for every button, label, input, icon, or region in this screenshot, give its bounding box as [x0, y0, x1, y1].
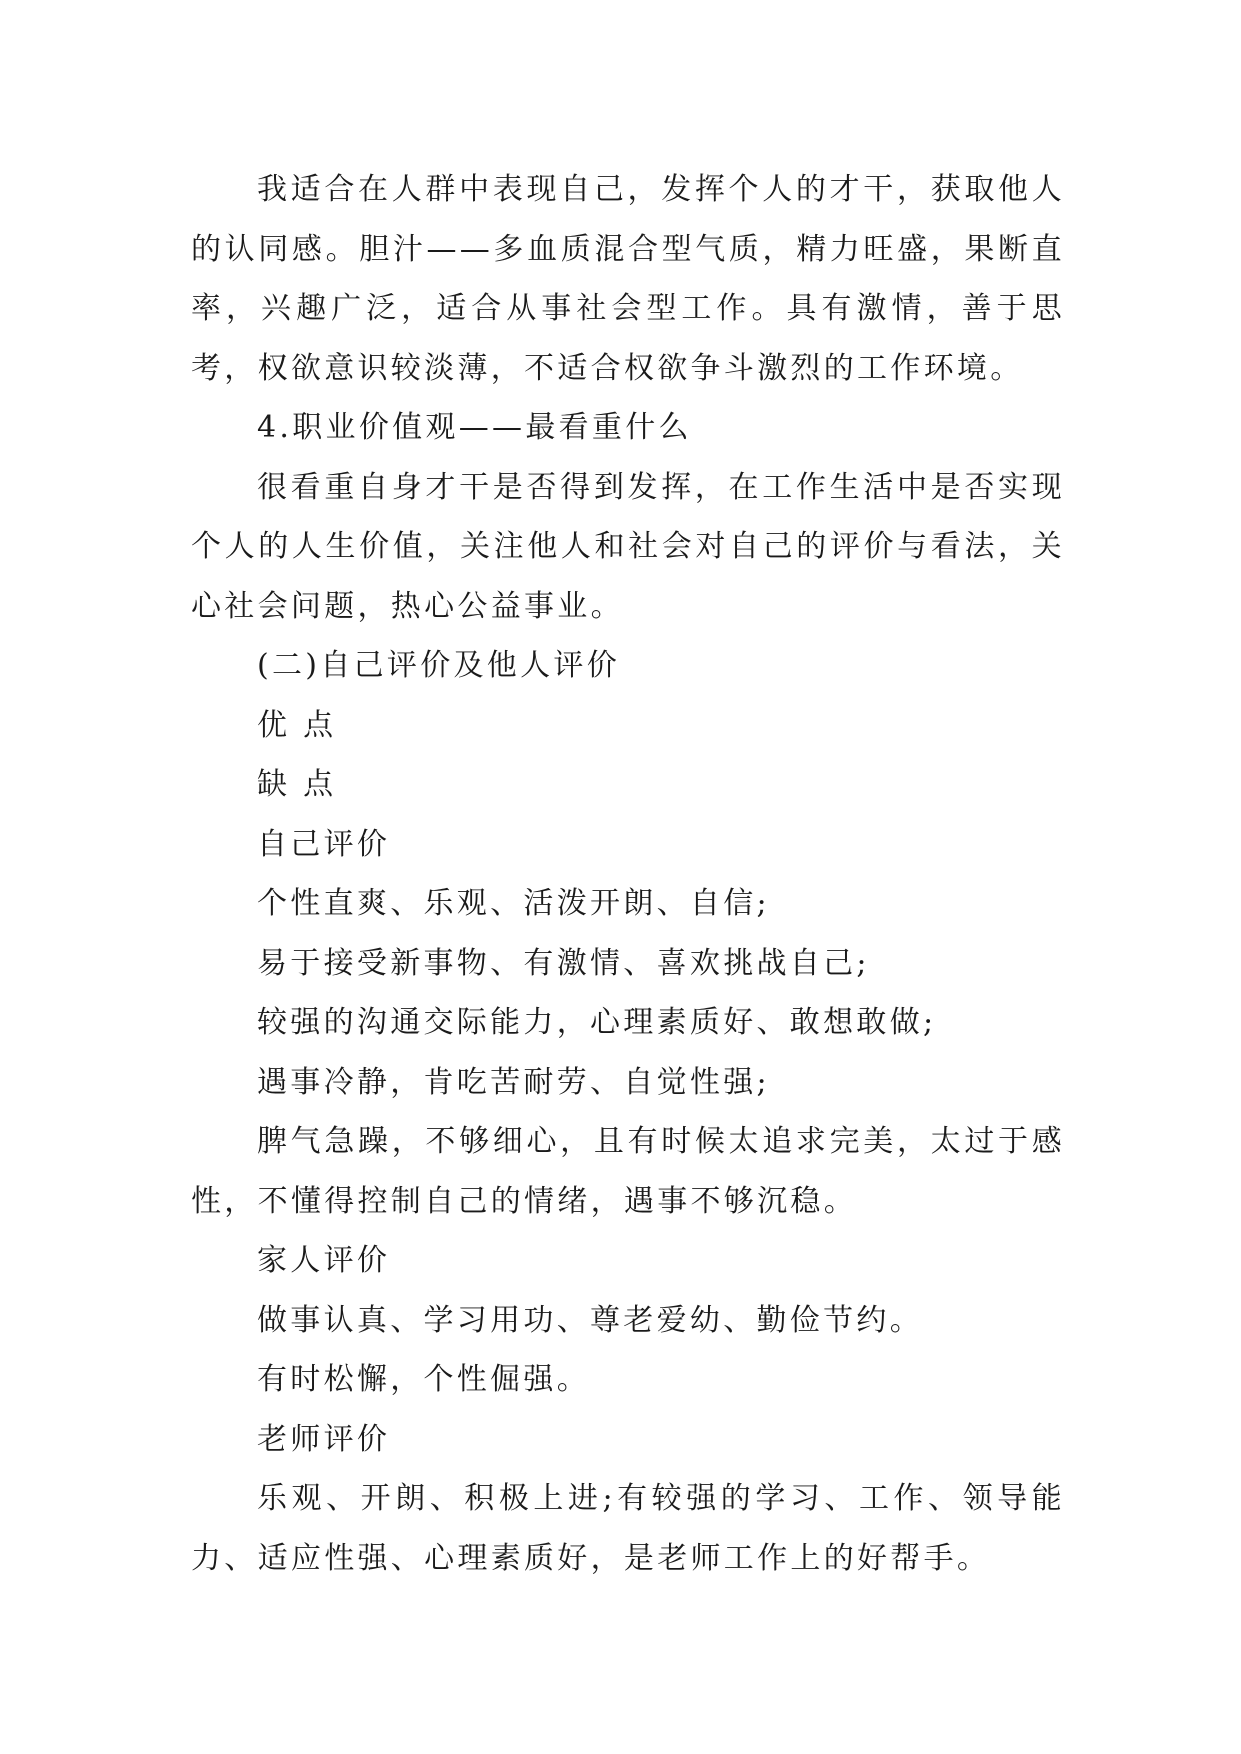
family-evaluation-strength: 做事认真、学习用功、尊老爱幼、勤俭节约。 [257, 1302, 923, 1338]
self-evaluation-item-3: 较强的沟通交际能力，心理素质好、敢想敢做; [257, 1005, 937, 1040]
label-self-evaluation: 自己评价 [257, 826, 391, 862]
self-evaluation-item-2: 易于接受新事物、有激情、喜欢挑战自己; [257, 945, 870, 981]
label-weaknesses: 缺 点 [257, 767, 337, 802]
label-teacher-evaluation: 老师评价 [257, 1421, 391, 1457]
paragraph-career-values: 很看重自身才干是否得到发挥，在工作生活中是否实现个人的人生价值，关注他人和社会对自己的评价与看法，关心社会问题，热心公益事业。 [191, 469, 1065, 624]
self-evaluation-weakness: 脾气急躁，不够细心，且有时候太追求完美，太过于感性，不懂得控制自己的情绪，遇事不够沉稳。 [191, 1124, 1065, 1219]
teacher-evaluation-text: 乐观、开朗、积极上进;有较强的学习、工作、领导能力、适应性强、心理素质好，是老师工作上的好帮手。 [191, 1481, 1065, 1576]
document-body [191, 160, 1065, 1588]
family-evaluation-weakness: 有时松懈，个性倔强。 [257, 1362, 590, 1397]
self-evaluation-item-1: 个性直爽、乐观、活泼开朗、自信; [257, 886, 770, 921]
paragraph-temperament: 我适合在人群中表现自己，发挥个人的才干，获取他人的认同感。胆汁——多血质混合型气质，精力旺盛，果断直率，兴趣广泛，适合从事社会型工作。具有激情，善于思考，权欲意识较淡薄，不适合权欲争斗激烈的工作环境。 [191, 172, 1065, 386]
heading-career-values: 4.职业价值观——最看重什么 [257, 410, 692, 445]
self-evaluation-item-4: 遇事冷静，肯吃苦耐劳、自觉性强; [257, 1064, 770, 1100]
label-family-evaluation: 家人评价 [257, 1243, 391, 1278]
heading-self-and-others-evaluation: (二)自己评价及他人评价 [257, 648, 621, 683]
label-strengths: 优 点 [257, 707, 337, 743]
